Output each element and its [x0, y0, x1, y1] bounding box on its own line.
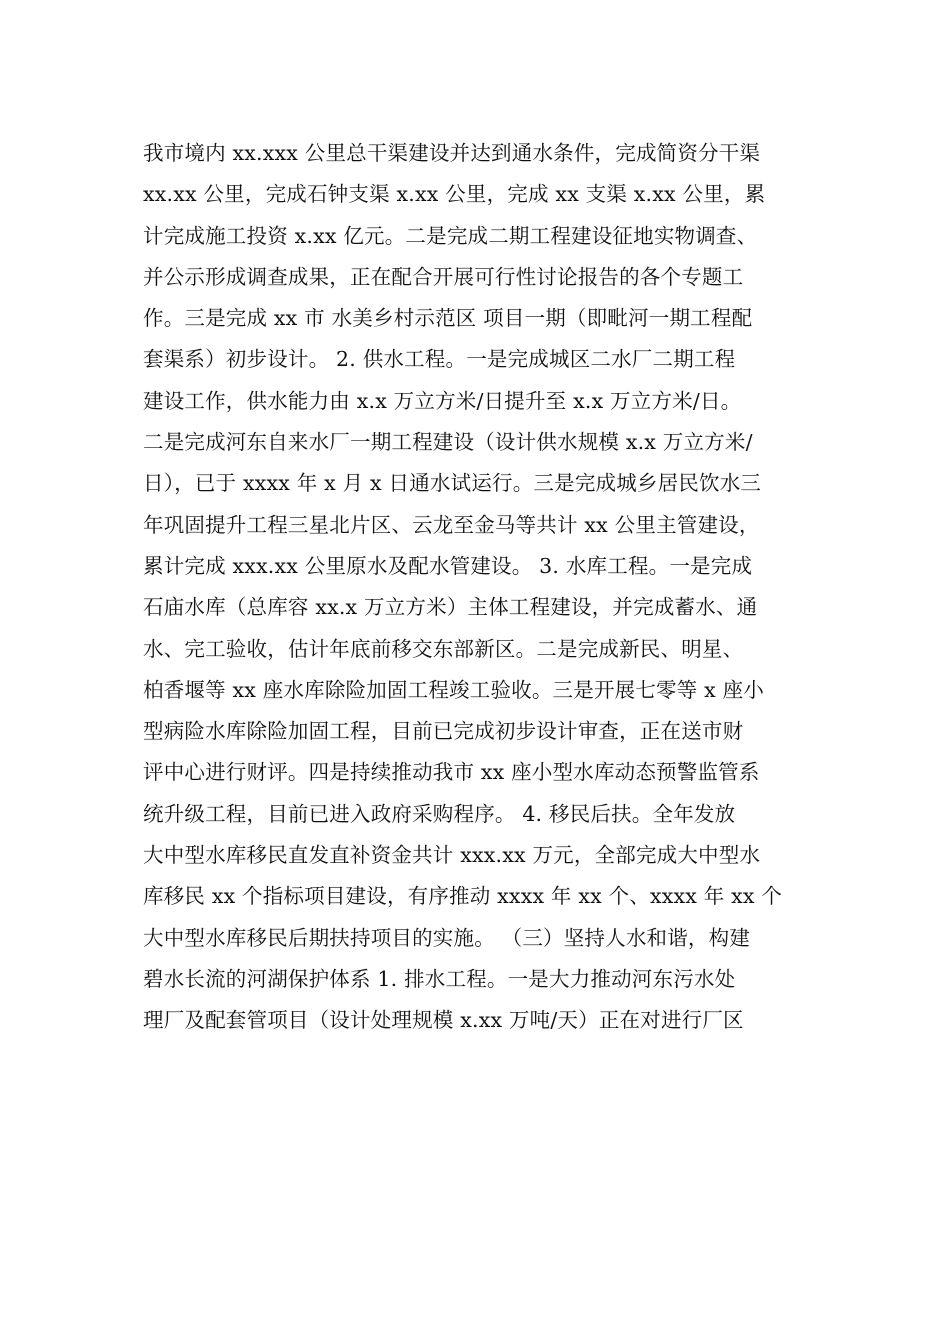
text-line: 计完成施工投资 x.xx 亿元。二是完成二期工程建设征地实物调查、 — [143, 223, 758, 248]
body-text — [143, 133, 813, 1042]
text-line: 二是完成河东自来水厂一期工程建设（设计供水规模 x.x 万立方米/ — [143, 430, 753, 455]
text-line: 柏香堰等 xx 座水库除险加固工程竣工验收。三是开展七零等 x 座小 — [143, 677, 765, 702]
text-line: 理厂及配套管项目（设计处理规模 x.xx 万吨/天）正在对进行厂区 — [143, 1008, 744, 1033]
text-line: 碧水长流的河湖保护体系 1. 排水工程。一是大力推动河东污水处 — [143, 966, 736, 991]
text-line: 累计完成 xxx.xx 公里原水及配水管建设。 3. 水库工程。一是完成 — [143, 553, 753, 578]
text-line: 套渠系）初步设计。 2. 供水工程。一是完成城区二水厂二期工程 — [143, 347, 736, 372]
text-line: 大中型水库移民直发直补资金共计 xxx.xx 万元，全部完成大中型水 — [143, 843, 761, 868]
text-line: 大中型水库移民后期扶持项目的实施。 （三）坚持人水和谐，构建 — [143, 925, 751, 950]
text-line: 水、完工验收，估计年底前移交东部新区。二是完成新民、明星、 — [143, 636, 744, 661]
text-line: 统升级工程，目前已进入政府采购程序。 4. 移民后扶。全年发放 — [143, 801, 736, 826]
text-line: 日），已于 xxxx 年 x 月 x 日通水试运行。三是完成城乡居民饮水三 — [143, 471, 762, 496]
text-line: 建设工作，供水能力由 x.x 万立方米/日提升至 x.x 万立方米/日。 — [143, 388, 742, 413]
text-line: xx.xx 公里，完成石钟支渠 x.xx 公里，完成 xx 支渠 x.xx 公里，累 — [143, 182, 766, 207]
text-line: 作。三是完成 xx 市 水美乡村示范区 项目一期（即毗河一期工程配 — [143, 306, 753, 331]
text-line: 并公示形成调查成果，正在配合开展可行性讨论报告的各个专题工 — [143, 264, 744, 289]
text-line: 评中心进行财评。四是持续推动我市 xx 座小型水库动态预警监管系 — [143, 760, 760, 785]
text-line: 型病险水库除险加固工程，目前已完成初步设计审查，正在送市财 — [143, 719, 744, 744]
text-line: 我市境内 xx.xxx 公里总干渠建设并达到通水条件，完成简资分干渠 — [143, 141, 761, 165]
text-line: 年巩固提升工程三星北片区、云龙至金马等共计 xx 公里主管建设， — [143, 512, 760, 537]
text-line: 石庙水库（总库容 xx.x 万立方米）主体工程建设，并完成蓄水、通 — [143, 595, 758, 620]
text-line: 库移民 xx 个指标项目建设，有序推动 xxxx 年 xx 个、xxxx 年 xx 个 — [143, 884, 783, 909]
